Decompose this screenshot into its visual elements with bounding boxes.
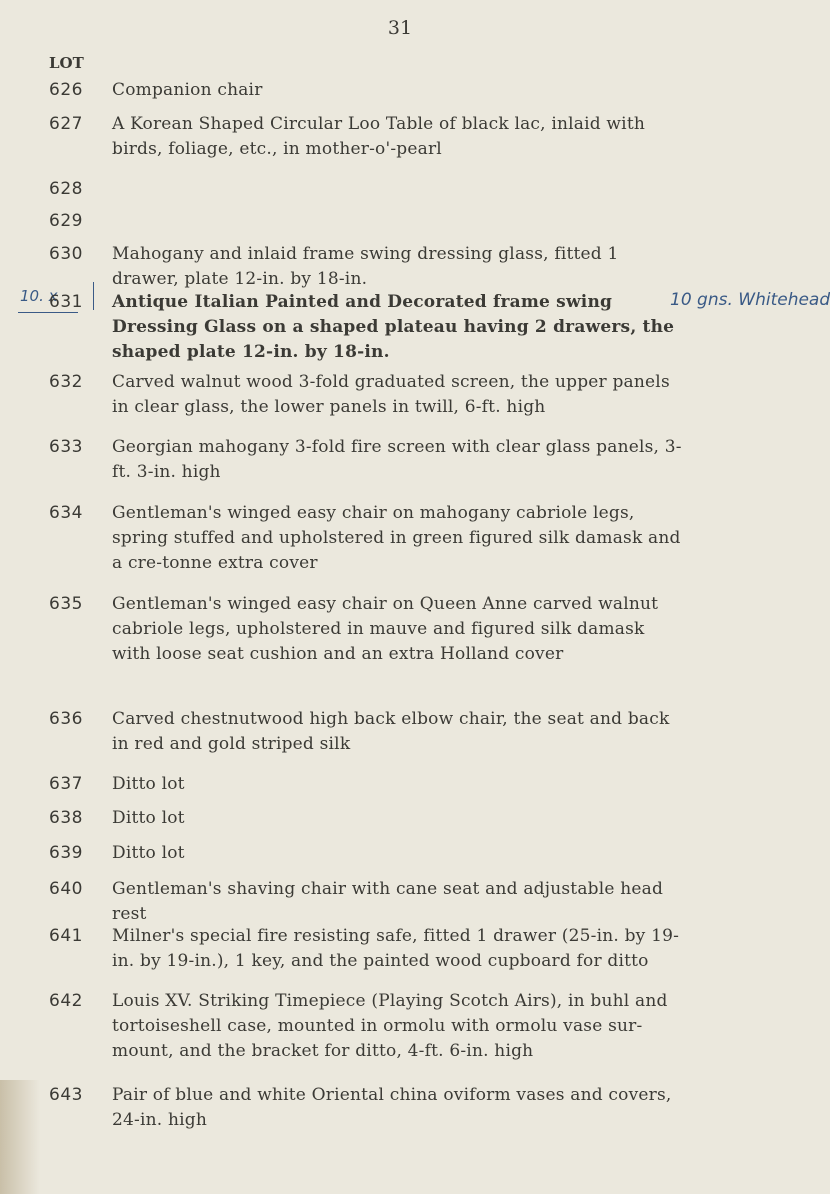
lot-number: 643 [49,1085,83,1105]
lot-description: Pair of blue and white Oriental china oviform vases and covers, 24-in. high [112,1085,672,1130]
lot-description: Companion chair [112,80,263,100]
lot-number: 632 [49,372,83,392]
lot-column-header: LOT [49,54,84,72]
lot-number: 641 [49,926,83,946]
lot-number: 628 [49,179,83,199]
lot-description: Gentleman's winged easy chair on Queen Anne carved walnut cabriole legs, upholstered in mauve and figured silk damask with loose seat cushion and an extra Holland cover [112,594,659,664]
lot-description: Milner's special fire resisting safe, fitted 1 drawer (25-in. by 19-in. by 19-in.), 1 key, and the painted wood cupboard for ditto [112,926,680,971]
lot-description: Mahogany and inlaid frame swing dressing glass, fitted 1 drawer, plate 12-in. by 18-in. [112,244,619,289]
lot-number: 627 [49,114,83,134]
handwritten-bracket [93,282,94,310]
lot-number: 634 [49,503,83,523]
lot-number: 626 [49,80,83,100]
lot-description: A Korean Shaped Circular Loo Table of black lac, inlaid with birds, foliage, etc., in mother-o'-pearl [112,114,645,159]
lot-number: 636 [49,709,83,729]
handwritten-price-note: 10. x [20,287,58,305]
page-number: 31 [387,17,413,39]
lot-number: 640 [49,879,83,899]
lot-description: Ditto lot [112,774,185,794]
lot-number: 630 [49,244,83,264]
lot-number: 637 [49,774,83,794]
handwritten-underline [18,312,78,313]
lot-number: 635 [49,594,83,614]
handwritten-buyer-note: 10 gns. Whitehead [670,290,830,310]
paper-stain [0,1080,40,1194]
lot-description: Carved walnut wood 3-fold graduated screen, the upper panels in clear glass, the lower panels in twill, 6-ft. high [112,372,670,417]
lot-number: 642 [49,991,83,1011]
lot-description: Gentleman's winged easy chair on mahogany cabriole legs, spring stuffed and upholstered in green figured silk damask and a cre-tonne extra cover [112,503,681,573]
lot-description: Ditto lot [112,808,185,828]
lot-number: 639 [49,843,83,863]
lot-number: 631 [49,292,83,312]
lot-number: 638 [49,808,83,828]
lot-description: Antique Italian Painted and Decorated frame swing Dressing Glass on a shaped plateau having 2 drawers, the shaped plate 12-in. by 18-in. [112,292,675,362]
lot-number: 633 [49,437,83,457]
lot-number: 629 [49,211,83,231]
lot-description: Carved chestnutwood high back elbow chair, the seat and back in red and gold striped silk [112,709,670,754]
lot-description: Gentleman's shaving chair with cane seat and adjustable head rest [112,879,664,924]
lot-description: Ditto lot [112,843,185,863]
lot-description: Georgian mahogany 3-fold fire screen with clear glass panels, 3-ft. 3-in. high [112,437,682,482]
lot-description: Louis XV. Striking Timepiece (Playing Scotch Airs), in buhl and tortoiseshell case, mounted in ormolu with ormolu vase sur-mount, and the bracket for ditto, 4-ft. 6-in. high [112,991,668,1061]
